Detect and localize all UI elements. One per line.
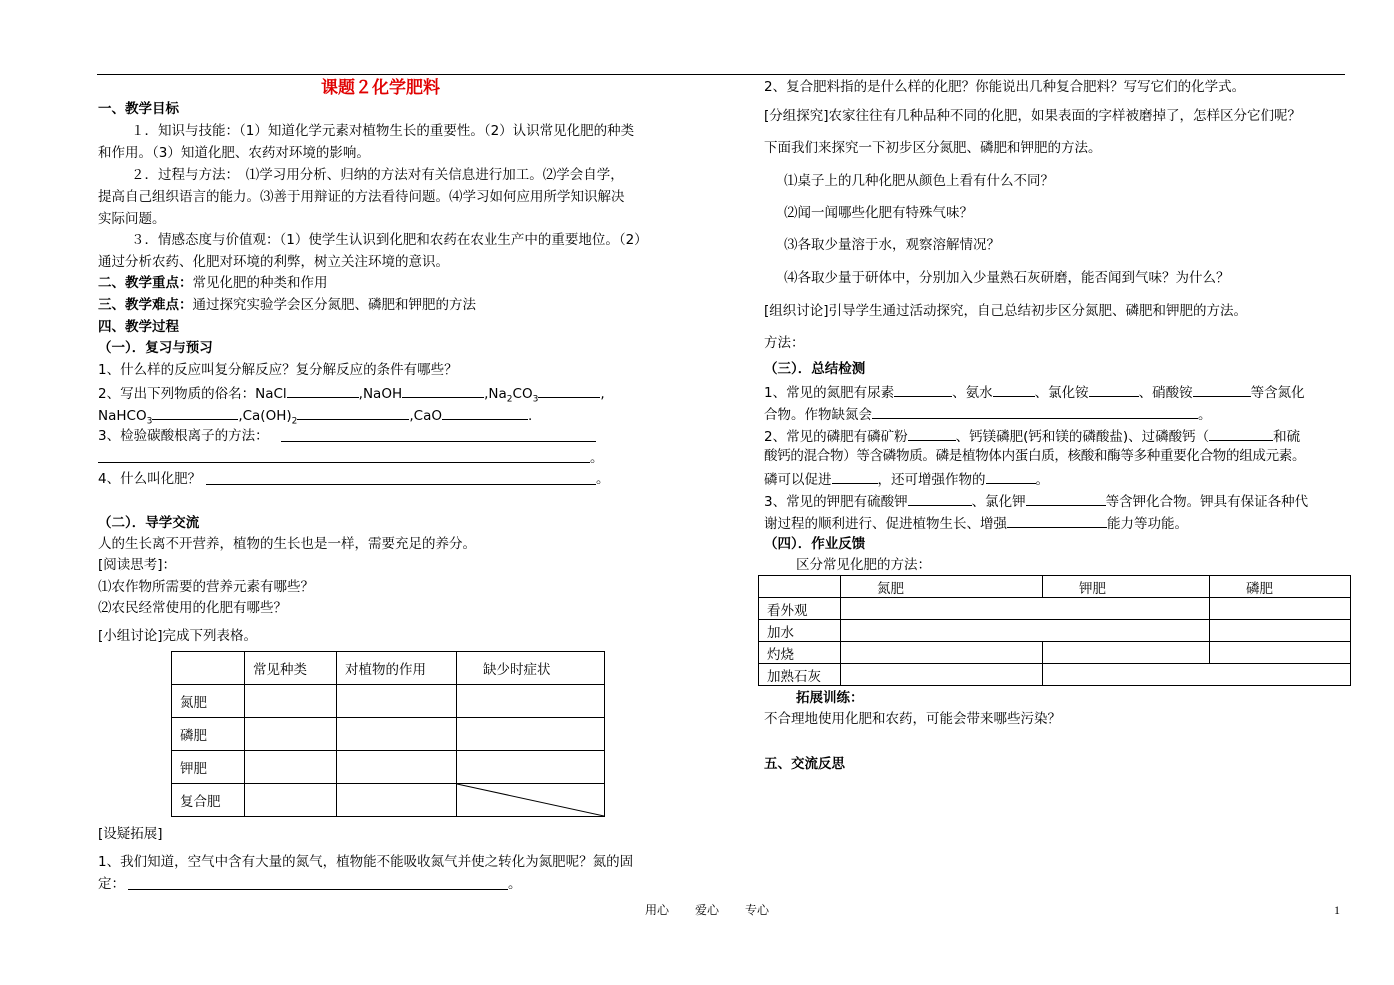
row-label: 钾肥 <box>172 751 245 784</box>
subsection-summary-heading: （三）．总结检测 <box>764 361 866 377</box>
footer-motto-2: 爱心 <box>695 903 720 917</box>
answer-blank[interactable] <box>442 405 528 420</box>
key-points <box>98 274 328 292</box>
test-text: 能力等功能。 <box>1107 516 1188 532</box>
answer-line[interactable] <box>281 441 596 442</box>
extend-question-2: 2、复合肥料指的是什么样的化肥？你能说出几种复合肥料？写写它们的化学式。 <box>764 79 1246 95</box>
answer-line[interactable] <box>206 484 596 485</box>
objective-1-line1: １．知识与技能：（1）知道化学元素对植物生长的重要性。（2）认识常见化肥的种类 <box>131 123 635 139</box>
question-3: 3、检验碳酸根离子的方法： <box>98 428 269 444</box>
objective-2-line1: ２．过程与方法： ⑴学习用分析、归纳的方法对有关信息进行加工。⑵学会自学， <box>131 167 624 183</box>
subsection-review-heading: （一）．复习与预习 <box>98 340 213 356</box>
explore-intro: 下面我们来探究一下初步区分氮肥、磷肥和钾肥的方法。 <box>764 140 1102 156</box>
row-label: 加水 <box>759 620 841 642</box>
test-text: 。 <box>1035 472 1049 488</box>
key-points-text: 常见化肥的种类和作用 <box>192 275 328 291</box>
row-label: 氮肥 <box>172 685 245 718</box>
objective-2-line2: 提高自己组织语言的能力。⑶善于用辩证的方法看待问题。⑷学习如何应用所学知识解决 <box>98 189 625 205</box>
test-text: ，还可增强作物的 <box>877 472 986 488</box>
reading-question-2: ⑵农民经常使用的化肥有哪些？ <box>98 600 287 616</box>
organize-discussion: [组织讨论]引导学生通过活动探究，自己总结初步区分氮肥、磷肥和钾肥的方法。 <box>764 303 1248 319</box>
explore-step-1: ⑴桌子上的几种化肥从颜色上看有什么不同？ <box>784 173 1054 189</box>
difficulties <box>98 296 476 314</box>
q2-naoh: ,NaOH <box>358 386 403 402</box>
training-heading: 拓展训练： <box>796 690 864 706</box>
test-2-line1 <box>764 426 1300 446</box>
test-text: 合物。作物缺氮会 <box>764 407 872 423</box>
test-text: 和硫 <box>1273 429 1301 445</box>
footer-motto-3: 专心 <box>745 903 770 917</box>
row-label: 复合肥 <box>172 784 245 817</box>
table-row <box>759 620 1351 642</box>
test-3-line2 <box>764 513 1188 533</box>
table-cell[interactable] <box>1043 642 1210 664</box>
table-row <box>172 751 605 784</box>
answer-line[interactable] <box>98 462 590 463</box>
table-row <box>172 784 605 817</box>
objective-2-line3: 实际问题。 <box>98 211 166 227</box>
diagonal-line <box>457 784 604 816</box>
explore-label: [分组探究]农家往往有几种品种不同的化肥，如果表面的字样被磨掉了，怎样区分它们呢？ <box>764 108 1302 124</box>
table-row <box>172 718 605 751</box>
answer-blank[interactable] <box>1007 513 1107 528</box>
distinguish-table <box>758 575 1351 686</box>
footer-motto-1: 用心 <box>645 903 670 917</box>
extend-label: [设疑拓展] <box>98 826 163 842</box>
q2-caoh: $,Ca(OH)_2$ <box>238 408 298 427</box>
explore-step-4: ⑷各取少量于研体中，分别加入少量熟石灰研磨，能否闻到气味？为什么？ <box>784 270 1230 286</box>
difficulties-text: 通过探究实验学会区分氮肥、磷肥和钾肥的方法 <box>192 297 476 313</box>
test-text: 等含钾化合物。钾具有保证各种代 <box>1105 494 1309 510</box>
answer-blank[interactable] <box>538 383 600 398</box>
reading-label: [阅读思考]： <box>98 557 177 573</box>
section-process-heading: 四、教学过程 <box>98 319 179 335</box>
row-label: 磷肥 <box>172 718 245 751</box>
objective-1-line2: 和作用。（3）知道化肥、农药对环境的影响。 <box>98 145 370 161</box>
reading-question-1: ⑴农作物所需要的营养元素有哪些？ <box>98 579 314 595</box>
table-header: 钾肥 <box>1043 576 1210 598</box>
answer-blank[interactable] <box>152 405 238 420</box>
answer-blank[interactable] <box>1089 382 1139 397</box>
section-reflection-heading: 五、交流反思 <box>764 756 845 772</box>
test-1-line1 <box>764 382 1305 402</box>
row-label: 看外观 <box>759 598 841 620</box>
table-cell[interactable] <box>337 718 457 751</box>
table-cell[interactable] <box>841 620 1210 642</box>
test-text: 、氨水 <box>952 385 993 401</box>
guide-intro: 人的生长离不开营养，植物的生长也是一样，需要充足的养分。 <box>98 536 476 552</box>
header-rule <box>97 74 1345 75</box>
fertilizer-table <box>171 651 605 817</box>
test-text: 谢过程的顺利进行、促进植物生长、增强 <box>764 516 1007 532</box>
test-text: 磷可以促进 <box>764 472 832 488</box>
question-1: 1、什么样的反应叫复分解反应？复分解反应的条件有哪些？ <box>98 362 458 378</box>
q2-comma: , <box>600 386 605 402</box>
table-cell[interactable] <box>841 598 1210 620</box>
table-cell[interactable] <box>1210 620 1351 642</box>
q2-period: . <box>527 408 533 424</box>
test-text: 、氯化铵 <box>1034 385 1089 401</box>
table-row <box>759 664 1351 686</box>
answer-blank[interactable] <box>402 383 484 398</box>
row-label: 加熟石灰 <box>759 664 841 686</box>
table-corner-cell <box>759 576 841 598</box>
table-header: 磷肥 <box>1210 576 1351 598</box>
table-cell[interactable] <box>457 718 605 751</box>
test-text: 、氯化钾 <box>971 494 1026 510</box>
page-title: 课题２化学肥料 <box>321 78 440 98</box>
answer-blank[interactable] <box>1209 426 1273 441</box>
table-header: 缺少时症状 <box>457 652 605 685</box>
table-cell[interactable] <box>841 664 1043 686</box>
answer-blank[interactable] <box>908 491 972 506</box>
table-header: 对植物的作用 <box>337 652 457 685</box>
table-cell[interactable] <box>337 784 457 817</box>
answer-blank[interactable] <box>908 426 956 441</box>
training-question: 不合理地使用化肥和农药，可能会带来哪些污染？ <box>764 711 1061 727</box>
answer-blank[interactable] <box>297 405 409 420</box>
question-4: 4、什么叫化肥？ <box>98 471 202 487</box>
answer-blank[interactable] <box>986 469 1036 484</box>
table-cell[interactable] <box>1210 598 1351 620</box>
objective-3-line2: 通过分析农药、化肥对环境的利弊，树立关注环境的意识。 <box>98 254 449 270</box>
test-1-line2 <box>764 404 1212 424</box>
explore-step-2: ⑵闻一闻哪些化肥有特殊气味？ <box>784 205 973 221</box>
table-cell[interactable] <box>337 751 457 784</box>
row-label: 灼烧 <box>759 642 841 664</box>
diagonal-cell <box>457 784 605 817</box>
subsection-homework-heading: （四）．作业反馈 <box>764 536 866 552</box>
test-3-line1 <box>764 491 1308 511</box>
table-cell[interactable] <box>457 751 605 784</box>
question-3-end: 。 <box>590 450 604 466</box>
table-cell[interactable] <box>337 685 457 718</box>
table-cell[interactable] <box>841 642 1043 664</box>
table-cell[interactable] <box>245 751 337 784</box>
test-text: 等含氮化 <box>1250 385 1305 401</box>
question-4-end: 。 <box>596 471 610 487</box>
q2-na2co3: $,Na_2CO_3$ <box>484 386 539 405</box>
key-points-label: 二、教学重点： <box>98 275 193 291</box>
subsection-guide-heading: （二）．导学交流 <box>98 515 200 531</box>
table-cell[interactable] <box>245 784 337 817</box>
q2-cao: ,CaO <box>409 408 442 424</box>
q2-intro: 2、写出下列物质的俗名： <box>98 386 256 402</box>
answer-blank[interactable] <box>993 382 1035 397</box>
table-header: 氮肥 <box>841 576 1043 598</box>
table-cell[interactable] <box>1043 664 1351 686</box>
answer-blank[interactable] <box>287 383 359 398</box>
test-text: 2、常见的磷肥有磷矿粉 <box>764 429 908 445</box>
test-text: 。 <box>1198 407 1212 423</box>
page-number: 1 <box>1334 903 1340 917</box>
test-text: 、硝酸铵 <box>1138 385 1193 401</box>
answer-blank[interactable] <box>1193 382 1251 397</box>
explore-step-3: ⑶各取少量溶于水，观察溶解情况？ <box>784 237 1000 253</box>
extend-question-1-line1: 1、我们知道，空气中含有大量的氮气，植物能不能吸收氮气并使之转化为氮肥呢？氮的固 <box>98 854 634 870</box>
q2-nahco3: NaHCO$_3$ <box>98 408 153 427</box>
q2-nacl: NaCl <box>255 386 287 402</box>
section-objectives-heading: 一、教学目标 <box>98 101 179 117</box>
answer-line[interactable] <box>128 889 508 890</box>
table-row <box>172 685 605 718</box>
extend-question-1-line2: 定： <box>98 876 125 892</box>
group-discussion: [小组讨论]完成下列表格。 <box>98 628 258 644</box>
test-2-line2: 酸钙的混合物）等含磷物质。磷是植物体内蛋白质，核酸和酶等多种重要化合物的组成元素。 <box>764 448 1306 464</box>
table-corner-cell <box>172 652 245 685</box>
table-cell[interactable] <box>245 685 337 718</box>
table-cell[interactable] <box>245 718 337 751</box>
test-2-line3 <box>764 469 1049 489</box>
test-text: 、钙镁磷肥(钙和镁的磷酸盐)、过磷酸钙（ <box>955 429 1210 445</box>
method-label: 方法： <box>764 335 805 351</box>
test-text: 1、常见的氮肥有尿素 <box>764 385 895 401</box>
extend-question-1-end: 。 <box>508 876 522 892</box>
answer-blank[interactable] <box>872 404 1198 419</box>
table-row <box>759 642 1351 664</box>
answer-blank[interactable] <box>894 382 952 397</box>
answer-blank[interactable] <box>832 469 878 484</box>
table-cell[interactable] <box>457 685 605 718</box>
distinguish-label: 区分常见化肥的方法： <box>796 557 931 573</box>
objective-3-line1: ３．情感态度与价值观：（1）使学生认识到化肥和农药在农业生产中的重要地位。（2） <box>131 232 648 248</box>
answer-blank[interactable] <box>1026 491 1106 506</box>
table-header: 常见种类 <box>245 652 337 685</box>
table-row <box>759 598 1351 620</box>
difficulties-label: 三、教学难点： <box>98 297 193 313</box>
table-cell[interactable] <box>1210 642 1351 664</box>
test-text: 3、常见的钾肥有硫酸钾 <box>764 494 908 510</box>
